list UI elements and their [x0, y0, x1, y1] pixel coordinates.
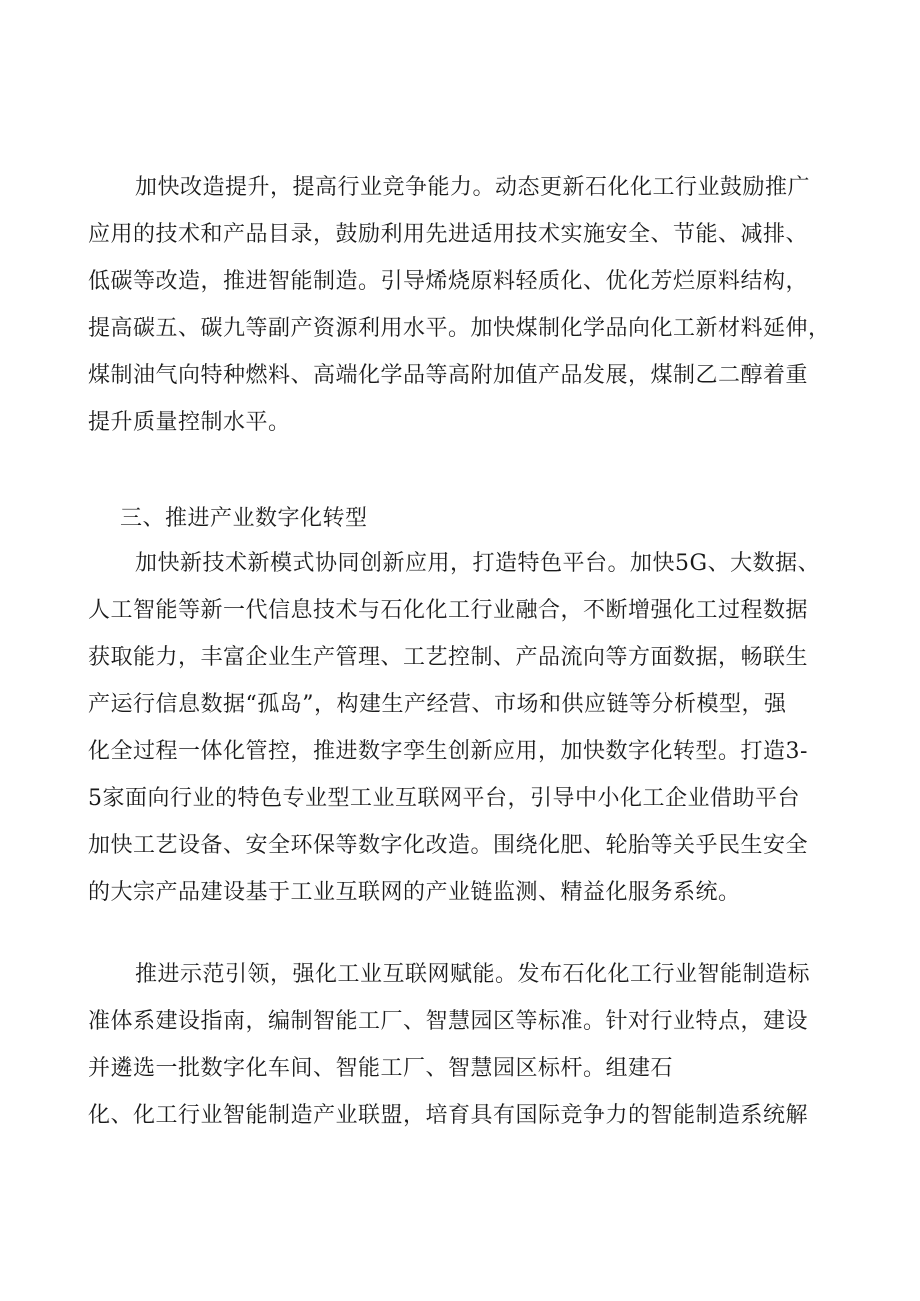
- paragraph-line: 提高碳五、碳九等副产资源利用水平。加快煤制化学品向化工新材料延伸，: [88, 316, 831, 341]
- paragraph-line: 推进示范引领，强化工业互联网赋能。发布石化化工行业智能制造标: [135, 962, 811, 987]
- paragraph-line: 的大宗产品建设基于工业互联网的产业链监测、精益化服务系统。: [88, 880, 741, 905]
- paragraph-line: 获取能力，丰富企业生产管理、工艺控制、产品流向等方面数据，畅联生: [88, 645, 809, 670]
- paragraph-line: 加快工艺设备、安全环保等数字化改造。围绕化肥、轮胎等关乎民生安全: [88, 833, 809, 858]
- paragraph-line: 加快新技术新模式协同创新应用，打造特色平台。加快5G、大数据、: [135, 551, 821, 576]
- paragraph-line: 化、化工行业智能制造产业联盟，培育具有国际竞争力的智能制造系统解: [88, 1103, 809, 1128]
- paragraph-line: 准体系建设指南，编制智能工厂、智慧园区等标准。针对行业特点，建设: [88, 1009, 809, 1034]
- paragraph-3: [88, 951, 848, 1139]
- paragraph-line: 提升质量控制水平。: [88, 410, 291, 435]
- paragraph-line: 煤制油气向特种燃料、高端化学品等高附加值产品发展，煤制乙二醇着重: [88, 363, 809, 388]
- paragraph-line: 产运行信息数据“孤岛”，构建生产经营、市场和供应链等分析模型，强: [88, 692, 787, 717]
- paragraph-line: 并遴选一批数字化车间、智能工厂、智慧园区标杆。组建石: [88, 1056, 674, 1081]
- paragraph-1: [88, 164, 848, 446]
- section-heading: 三、推进产业数字化转型: [120, 506, 368, 531]
- paragraph-2: [88, 540, 848, 916]
- paragraph-line: 化全过程一体化管控，推进数字孪生创新应用，加快数字化转型。打造3-: [88, 739, 808, 764]
- paragraph-line: 低碳等改造，推进智能制造。引导烯烧原料轻质化、优化芳烂原料结构，: [88, 269, 809, 294]
- paragraph-line: 应用的技术和产品目录，鼓励利用先进适用技术实施安全、节能、减排、: [88, 222, 809, 247]
- paragraph-line: 加快改造提升，提高行业竞争能力。动态更新石化化工行业鼓励推广: [135, 175, 811, 200]
- paragraph-line: 人工智能等新一代信息技术与石化化工行业融合，不断增强化工过程数据: [88, 598, 809, 623]
- paragraph-line: 5家面向行业的特色专业型工业互联网平台，引导中小化工企业借助平台: [88, 786, 800, 811]
